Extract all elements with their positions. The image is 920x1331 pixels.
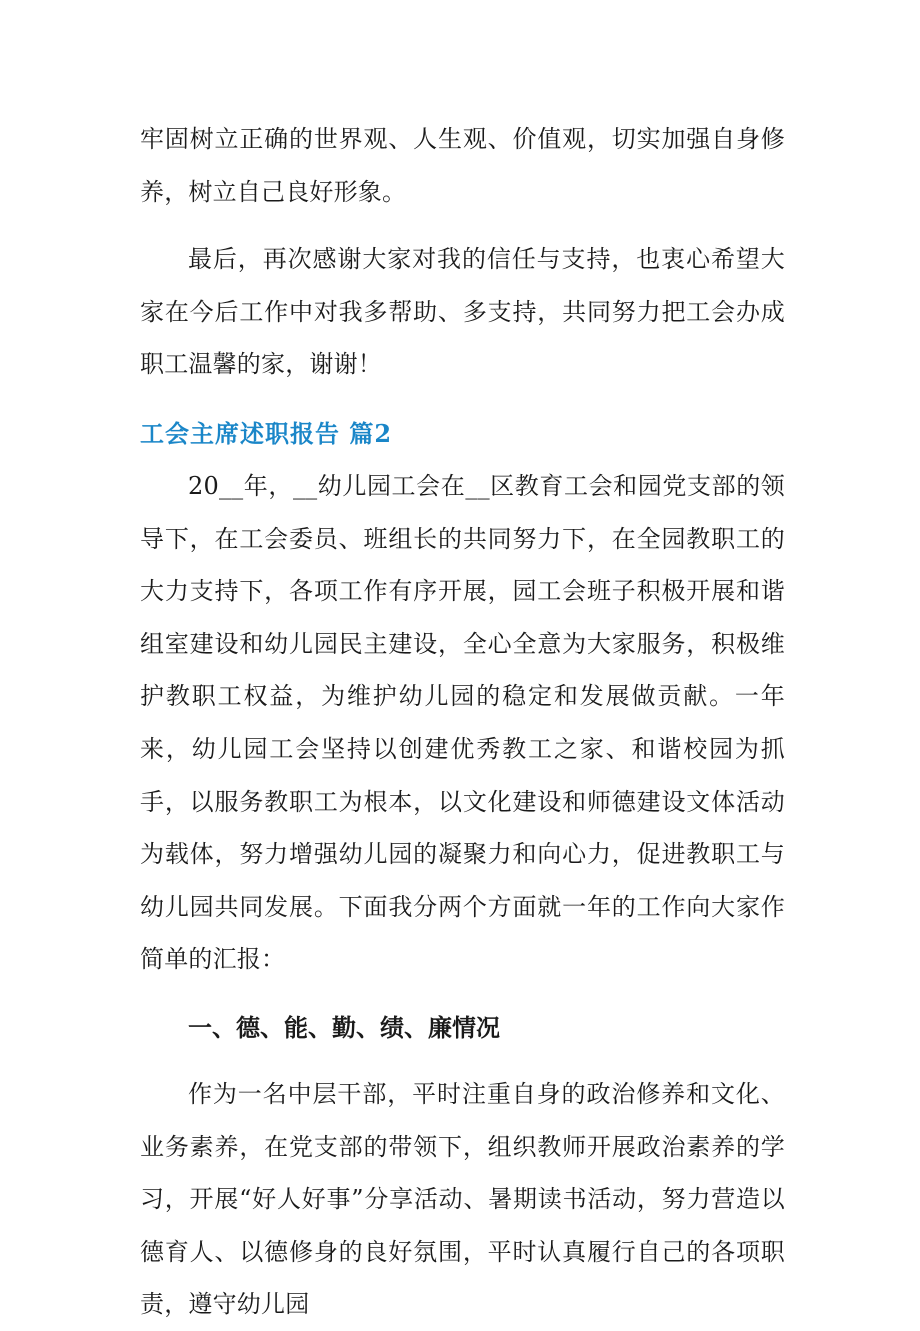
- paragraph-body: 作为一名中层干部，平时注重自身的政治修养和文化、业务素养，在党支部的带领下，组织教师开展政治素养的学习，开展“好人好事”分享活动、暑期读书活动，努力营造以德育人、以德修身的良好氛围，平时认真履行自己的各项职责，遵守幼儿园: [140, 1079, 785, 1319]
- paragraph-closing-thanks: 最后，再次感谢大家对我的信任与支持，也衷心希望大家在今后工作中对我多帮助、多支持，共同努力把工会办成职工温馨的家，谢谢！: [140, 245, 785, 379]
- subheading: 一、德、能、勤、绩、廉情况: [188, 1012, 500, 1042]
- section-title: 工会主席述职报告 篇2: [140, 418, 393, 448]
- paragraph-continuation: 牢固树立正确的世界观、人生观、价值观，切实加强自身修养，树立自己良好形象。: [140, 125, 785, 206]
- paragraph-intro: 20__年，__幼儿园工会在__区教育工会和园党支部的领导下，在工会委员、班组长的共同努力下，在全园教职工的大力支持下，各项工作有序开展，园工会班子积极开展和谐组室建设和幼儿园民主建设，全心全意为大家服务，积极维护教职工权益，为维护幼儿园的稳定和发展做贡献。一年来，幼儿园工会坚持以创建优秀教工之家、和谐校园为抓手，以服务教职工为根本，以文化建设和师德建设文体活动为载体，努力增强幼儿园的凝聚力和向心力，促进教职工与幼儿园共同发展。下面我分两个方面就一年的工作向大家作简单的汇报：: [140, 471, 785, 974]
- document-page: [140, 113, 785, 1331]
